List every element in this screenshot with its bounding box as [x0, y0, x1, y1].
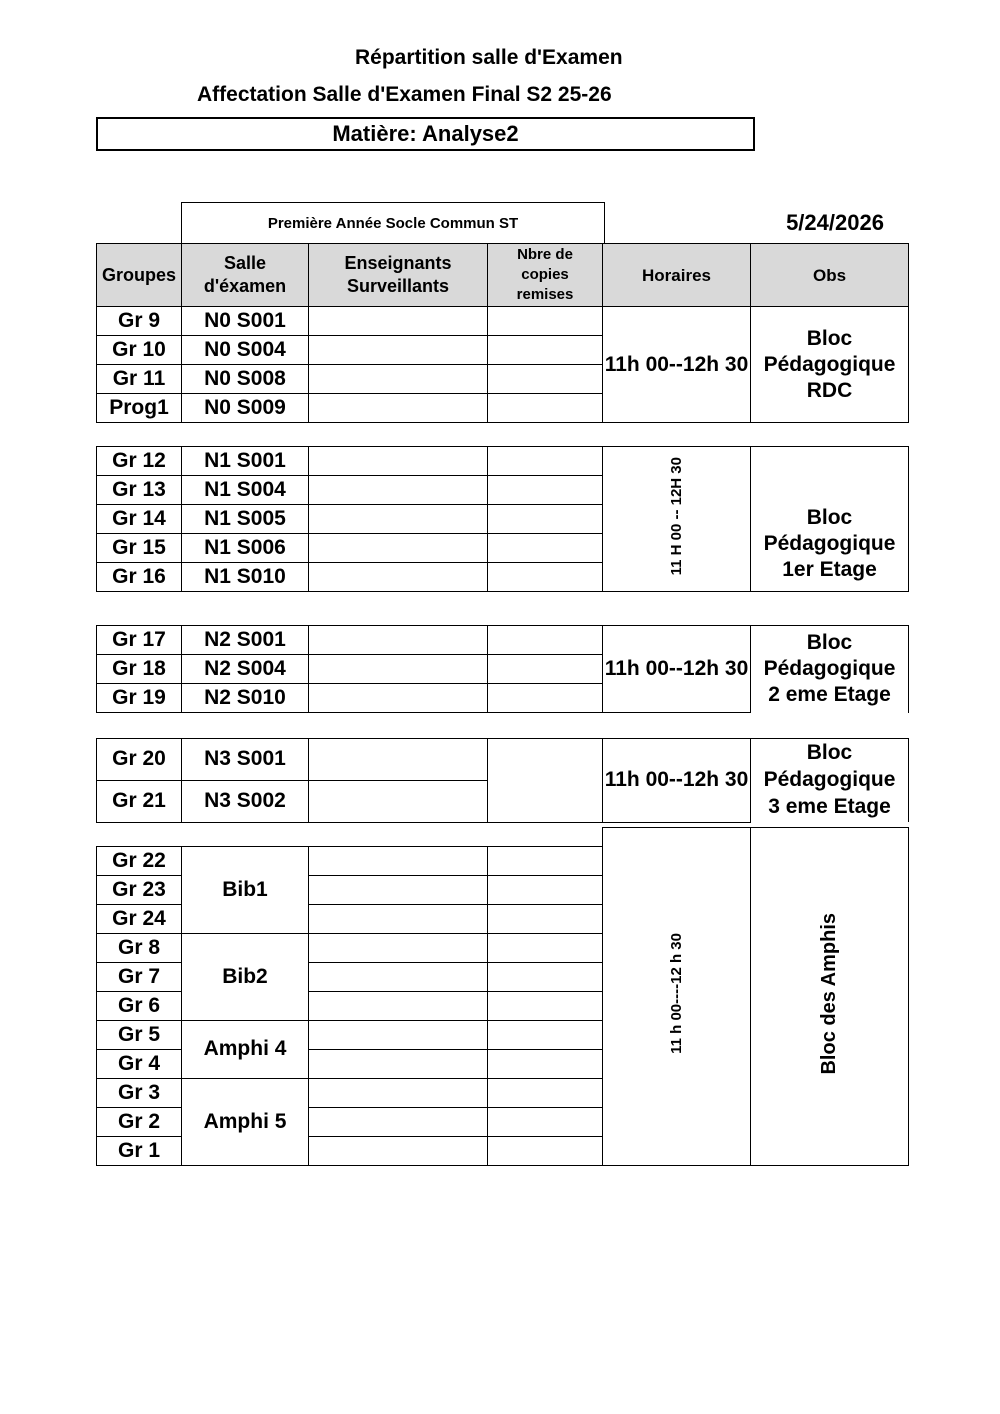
horaire-cell: 11h 00--12h 30	[603, 626, 751, 713]
salle-cell: Bib1	[182, 846, 309, 933]
salle-cell: Amphi 5	[182, 1078, 309, 1165]
groupe-cell: Gr 6	[97, 991, 182, 1020]
groupe-cell: Gr 10	[97, 336, 182, 365]
copies-cell[interactable]	[488, 1049, 603, 1078]
table-block-3eme-etage	[96, 738, 909, 823]
enseignants-cell[interactable]	[309, 780, 488, 822]
groupe-cell: Gr 23	[97, 875, 182, 904]
header-horaires: Horaires	[603, 244, 751, 307]
obs-cell: Bloc Pédagogique 1er Etage	[751, 447, 909, 592]
table-row	[97, 307, 909, 336]
copies-cell[interactable]	[488, 739, 603, 823]
copies-cell[interactable]	[488, 365, 603, 394]
table-row	[97, 447, 909, 476]
obs-cell: Bloc Pédagogique RDC	[751, 307, 909, 423]
enseignants-cell[interactable]	[309, 1049, 488, 1078]
matiere-label: Matière: Analyse2	[96, 117, 755, 151]
copies-cell[interactable]	[488, 933, 603, 962]
groupe-cell: Gr 21	[97, 780, 182, 822]
document-subtitle: Affectation Salle d'Examen Final S2 25-26	[197, 83, 612, 106]
copies-cell[interactable]	[488, 1020, 603, 1049]
groupe-cell: Gr 2	[97, 1107, 182, 1136]
header-enseignants: Enseignants Surveillants	[309, 244, 488, 307]
groupe-cell: Gr 11	[97, 365, 182, 394]
groupe-cell: Gr 13	[97, 476, 182, 505]
groupe-cell: Gr 5	[97, 1020, 182, 1049]
copies-cell[interactable]	[488, 394, 603, 423]
copies-cell[interactable]	[488, 626, 603, 655]
salle-cell: N1 S010	[182, 563, 309, 592]
copies-cell[interactable]	[488, 1136, 603, 1165]
enseignants-cell[interactable]	[309, 1020, 488, 1049]
groupe-cell: Gr 7	[97, 962, 182, 991]
enseignants-cell[interactable]	[309, 447, 488, 476]
copies-cell[interactable]	[488, 904, 603, 933]
enseignants-cell[interactable]	[309, 933, 488, 962]
enseignants-cell[interactable]	[309, 626, 488, 655]
salle-cell: N1 S005	[182, 505, 309, 534]
enseignants-cell[interactable]	[309, 1107, 488, 1136]
copies-cell[interactable]	[488, 447, 603, 476]
enseignants-cell[interactable]	[309, 739, 488, 781]
header-copies: Nbre de copies remises	[488, 244, 603, 307]
enseignants-cell[interactable]	[309, 655, 488, 684]
horaire-cell: 11h 00--12h 30	[603, 739, 751, 823]
enseignants-cell[interactable]	[309, 991, 488, 1020]
salle-cell: N0 S001	[182, 307, 309, 336]
copies-cell[interactable]	[488, 684, 603, 713]
copies-cell[interactable]	[488, 307, 603, 336]
copies-cell[interactable]	[488, 534, 603, 563]
enseignants-cell[interactable]	[309, 684, 488, 713]
salle-cell: N1 S006	[182, 534, 309, 563]
groupe-cell: Gr 9	[97, 307, 182, 336]
salle-cell: N0 S004	[182, 336, 309, 365]
enseignants-cell[interactable]	[309, 307, 488, 336]
groupe-cell: Gr 3	[97, 1078, 182, 1107]
enseignants-cell[interactable]	[309, 563, 488, 592]
copies-cell[interactable]	[488, 875, 603, 904]
obs-cell: Bloc Pédagogique 3 eme Etage	[751, 739, 909, 823]
enseignants-cell[interactable]	[309, 336, 488, 365]
enseignants-cell[interactable]	[309, 394, 488, 423]
salle-cell: N2 S010	[182, 684, 309, 713]
groupe-cell: Gr 4	[97, 1049, 182, 1078]
salle-cell: Amphi 4	[182, 1020, 309, 1078]
groupe-cell: Gr 17	[97, 626, 182, 655]
horaire-cell: 11h 00--12h 30	[603, 307, 751, 423]
horaire-cell: 11 H 00 -- 12H 30	[603, 447, 751, 592]
obs-cell: Bloc des Amphis	[751, 828, 909, 1166]
salle-cell: N1 S001	[182, 447, 309, 476]
enseignants-cell[interactable]	[309, 365, 488, 394]
enseignants-cell[interactable]	[309, 1078, 488, 1107]
copies-cell[interactable]	[488, 655, 603, 684]
groupe-cell: Gr 1	[97, 1136, 182, 1165]
groupe-cell: Gr 19	[97, 684, 182, 713]
copies-cell[interactable]	[488, 1078, 603, 1107]
document-title: Répartition salle d'Examen	[355, 46, 623, 69]
groupe-cell: Gr 15	[97, 534, 182, 563]
enseignants-cell[interactable]	[309, 505, 488, 534]
enseignants-cell[interactable]	[309, 1136, 488, 1165]
enseignants-cell[interactable]	[309, 476, 488, 505]
table-block-amphis	[96, 827, 909, 1166]
salle-cell: N0 S008	[182, 365, 309, 394]
salle-cell: Bib2	[182, 933, 309, 1020]
copies-cell[interactable]	[488, 962, 603, 991]
copies-cell[interactable]	[488, 563, 603, 592]
table-header	[97, 244, 909, 307]
salle-cell: N2 S004	[182, 655, 309, 684]
groupe-cell: Gr 22	[97, 846, 182, 875]
header-groupes: Groupes	[97, 244, 182, 307]
enseignants-cell[interactable]	[309, 875, 488, 904]
groupe-cell: Gr 16	[97, 563, 182, 592]
enseignants-cell[interactable]	[309, 962, 488, 991]
salle-cell: N3 S002	[182, 780, 309, 822]
copies-cell[interactable]	[488, 476, 603, 505]
copies-cell[interactable]	[488, 1107, 603, 1136]
salle-cell: N1 S004	[182, 476, 309, 505]
salle-cell: N0 S009	[182, 394, 309, 423]
table-row	[97, 626, 909, 655]
copies-cell[interactable]	[488, 505, 603, 534]
copies-cell[interactable]	[488, 846, 603, 875]
enseignants-cell[interactable]	[309, 904, 488, 933]
table-block-2eme-etage	[96, 625, 909, 713]
table-row	[97, 739, 909, 781]
copies-cell[interactable]	[488, 336, 603, 365]
exam-date: 5/24/2026	[786, 210, 884, 235]
obs-cell: Bloc Pédagogique 2 eme Etage	[751, 626, 909, 713]
salle-cell: N3 S001	[182, 739, 309, 781]
groupe-cell: Prog1	[97, 394, 182, 423]
horaire-cell: 11 h 00----12 h 30	[603, 828, 751, 1166]
groupe-cell: Gr 18	[97, 655, 182, 684]
groupe-cell: Gr 12	[97, 447, 182, 476]
header-salle: Salle d'éxamen	[182, 244, 309, 307]
annee-label: Première Année Socle Commun ST	[181, 202, 605, 244]
enseignants-cell[interactable]	[309, 846, 488, 875]
copies-cell[interactable]	[488, 991, 603, 1020]
header-obs: Obs	[751, 244, 909, 307]
table-block-rdc	[96, 243, 909, 423]
spacer-row	[97, 828, 909, 847]
salle-cell: N2 S001	[182, 626, 309, 655]
groupe-cell: Gr 14	[97, 505, 182, 534]
groupe-cell: Gr 20	[97, 739, 182, 781]
table-block-1er-etage	[96, 446, 909, 592]
groupe-cell: Gr 8	[97, 933, 182, 962]
enseignants-cell[interactable]	[309, 534, 488, 563]
groupe-cell: Gr 24	[97, 904, 182, 933]
